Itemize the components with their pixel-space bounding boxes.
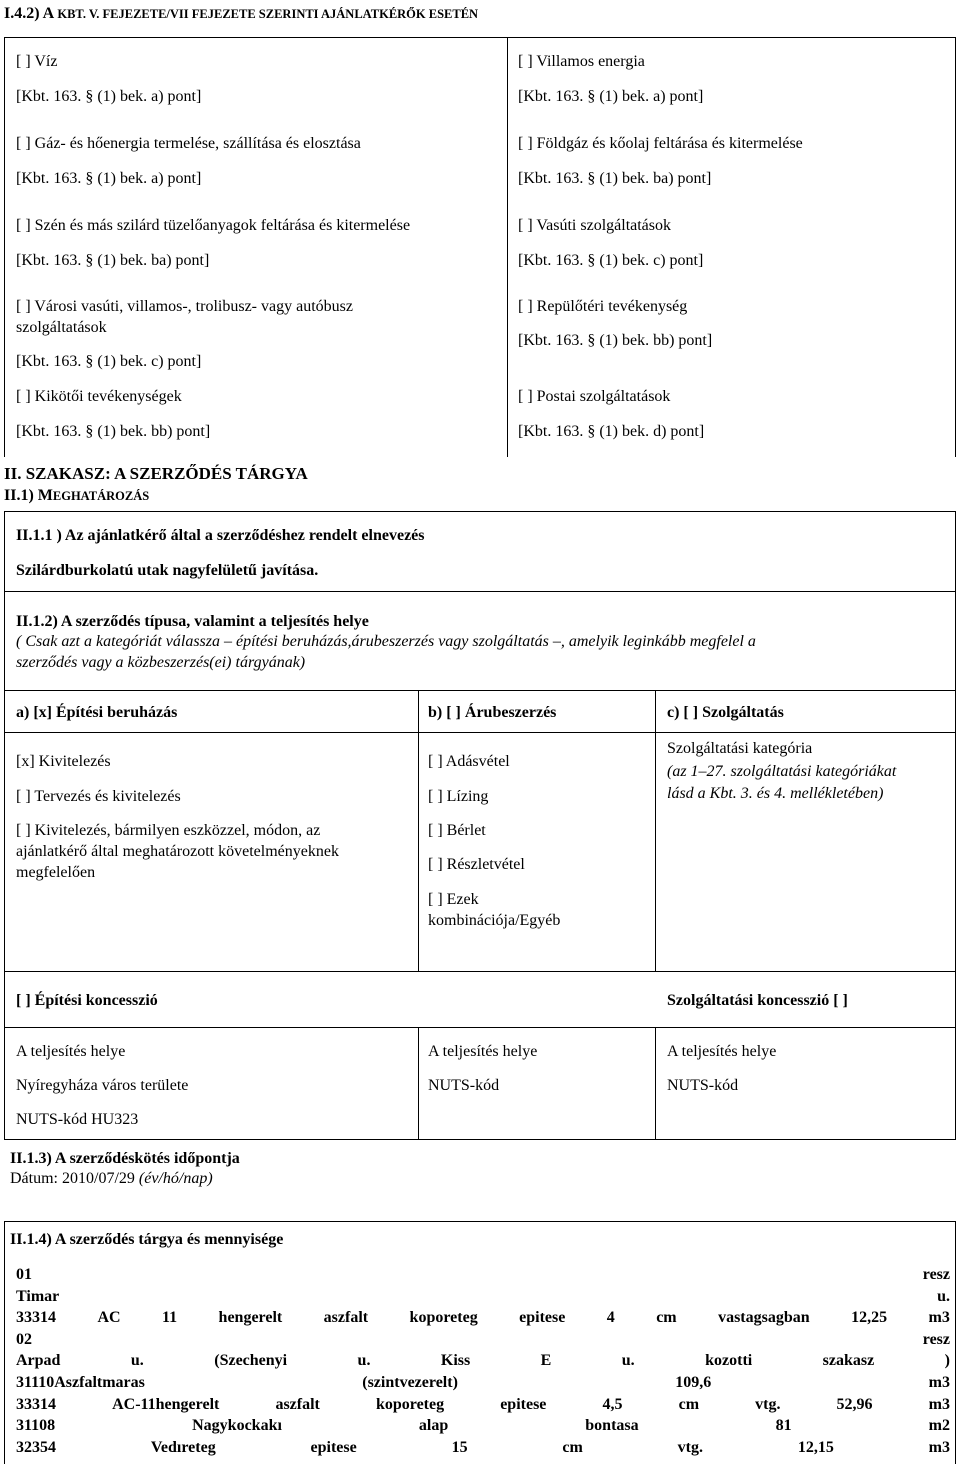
services-category-label: Szolgáltatási kategória [667,740,813,757]
quantity-word: bontasa [585,1417,639,1434]
quantity-word: 31108 [16,1417,56,1434]
sector-natural-gas-label: [ ] Földgáz és kőolaj feltárása és kitermelése [518,135,803,152]
place-col-divider-2 [655,1027,656,1140]
types-col-divider-1 [418,690,419,971]
quantity-word: u. [621,1352,635,1369]
quantity-word: m2 [928,1417,950,1434]
type-works-header: a) [x] Építési beruházás [16,704,178,721]
quantity-word: Nagykockakı [192,1417,282,1434]
types-table-top [4,690,956,691]
place-services-label: A teljesítés helye [667,1043,777,1060]
quantity-word: resz [922,1331,950,1348]
quantity-word: u. [130,1352,144,1369]
quantity-word: AC-11hengerelt [112,1396,220,1413]
quantity-word: 4,5 [602,1396,623,1413]
quantity-line [16,1395,950,1415]
works-option-any-means-2: ajánlatkérő által meghatározott követelményeknek [16,843,339,860]
quantity-word: vtg. [677,1439,703,1456]
section-2-subtitle: II.1) MEGHATÁROZÁS [4,487,150,504]
quantity-word: m3 [928,1396,950,1413]
quantity-word: aszfalt [275,1396,320,1413]
sector-railway-ref: [Kbt. 163. § (1) bek. c) pont] [518,252,704,269]
section-heading: I.4.2) A KBT. V. FEJEZETE/VII FEJEZETE SZERINTI AJÁNLATKÉRŐK ESETÉN [4,5,479,22]
contract-name-label: II.1.1 ) Az ajánlatkérő által a szerződéshez rendelt elnevezés [16,527,425,544]
sector-natural-gas-ref: [Kbt. 163. § (1) bek. ba) pont] [518,170,712,187]
quantity-word: (szintvezerelt) [362,1374,458,1391]
sector-table-divider [507,37,508,457]
quantity-word: 52,96 [836,1396,873,1413]
quantity-line [16,1438,950,1458]
quantity-word: alap [418,1417,449,1434]
works-option-any-means-3: megfelelően [16,864,96,881]
sector-electricity-ref: [Kbt. 163. § (1) bek. a) pont] [518,88,704,105]
place-supply-label: A teljesítés helye [428,1043,538,1060]
works-concession: [ ] Építési koncesszió [16,992,158,1009]
supply-option-hire-purchase: [ ] Részletvétel [428,856,525,873]
quantity-word: 31110Aszfaltmaras [16,1374,145,1391]
quantity-word: kozotti [705,1352,753,1369]
place-col-divider-1 [418,1027,419,1140]
quantity-word: Vedıreteg [150,1439,216,1456]
supply-option-lease: [ ] Lízing [428,788,489,805]
contract-name-value: Szilárdburkolatú utak nagyfelületű javítása. [16,562,319,579]
sector-gas-label: [ ] Gáz- és hőenergia termelése, szállítása és elosztása [16,135,361,152]
quantity-word: 02 [16,1331,32,1348]
type-services-header: c) [ ] Szolgáltatás [667,704,784,721]
section-heading-smallcaps: KBT. V. FEJEZETE/VII FEJEZETE SZERINTI AJÁNLATKÉRŐK ESETÉN [57,7,479,21]
sector-coal-ref: [Kbt. 163. § (1) bek. ba) pont] [16,252,210,269]
sector-water-ref: [Kbt. 163. § (1) bek. a) pont] [16,88,202,105]
supply-option-combination: [ ] Ezek [428,891,479,908]
quantity-word: szakasz [822,1352,875,1369]
sector-urban-transport-label: [ ] Városi vasúti, villamos-, trolibusz- vagy autóbusz [16,298,353,315]
place-supply-nuts: NUTS-kód [428,1077,500,1094]
quantity-word: m3 [928,1374,950,1391]
quantity-word: Kiss [440,1352,471,1369]
services-concession: Szolgáltatási koncesszió [ ] [667,992,848,1009]
sector-airport-ref: [Kbt. 163. § (1) bek. bb) pont] [518,332,713,349]
quantity-word: 12,25 [851,1309,888,1326]
sector-gas-ref: [Kbt. 163. § (1) bek. a) pont] [16,170,202,187]
services-category-note: (az 1–27. szolgáltatási kategóriákat [667,763,897,780]
quantity-word: 12,15 [797,1439,834,1456]
concession-row-bottom [4,1027,956,1028]
quantity-word: E [540,1352,552,1369]
quantity-word: m3 [928,1309,950,1326]
sector-postal-ref: [Kbt. 163. § (1) bek. d) pont] [518,423,705,440]
quantity-word: 33314 [16,1309,56,1326]
quantity-word: u. [357,1352,371,1369]
quantity-word: 4 [606,1309,615,1326]
sector-water-label: [ ] Víz [16,53,58,70]
quantity-word: aszfalt [323,1309,369,1326]
section-2-title: II. SZAKASZ: A SZERZŐDÉS TÁRGYA [4,464,308,483]
contract-date-value: Dátum: 2010/07/29 (év/hó/nap) [10,1170,213,1187]
quantity-word: u. [937,1288,950,1305]
sector-urban-transport-ref: [Kbt. 163. § (1) bek. c) pont] [16,353,202,370]
quantity-word: epitese [310,1439,357,1456]
sector-coal-label: [ ] Szén és más szilárd tüzelőanyagok feltárása és kitermelése [16,217,411,234]
quantity-word: m3 [928,1439,950,1456]
sector-electricity-label: [ ] Villamos energia [518,53,645,70]
quantity-word: 81 [775,1417,792,1434]
quantity-line [16,1330,950,1350]
quantity-line [16,1373,950,1393]
quantity-word: AC [97,1309,121,1326]
type-supply-header: b) [ ] Árubeszerzés [428,704,557,721]
quantity-word: resz [922,1266,950,1283]
quantity-word: 11 [161,1309,178,1326]
quantity-line [16,1308,950,1328]
quantity-word: 109,6 [675,1374,712,1391]
types-table-header-bottom [4,732,956,733]
quantity-word: 33314 [16,1396,56,1413]
services-category-note-2: lásd a Kbt. 3. és 4. mellékletében) [667,785,884,802]
quantity-word: epitese [500,1396,547,1413]
sector-urban-transport-label-cont: szolgáltatások [16,319,107,336]
contract-type-note-2: szerződés vagy a közbeszerzés(ei) tárgyának) [16,654,306,671]
supply-option-combination-2: kombinációja/Egyéb [428,912,561,929]
quantity-word: cm [562,1439,583,1456]
subject-label: II.1.4) A szerződés tárgya és mennyisége [10,1231,284,1248]
quantity-line [16,1265,950,1285]
works-option-design-execution: [ ] Tervezés és kivitelezés [16,788,181,805]
quantity-word: koporeteg [375,1396,445,1413]
quantity-word: Timar [16,1288,60,1305]
quantity-word: 15 [451,1439,468,1456]
types-col-divider-2 [655,690,656,971]
place-works-label: A teljesítés helye [16,1043,126,1060]
supply-option-purchase: [ ] Adásvétel [428,753,510,770]
quantity-word: vtg. [755,1396,781,1413]
quantity-word: 32354 [16,1439,56,1456]
place-works-value: Nyíregyháza város területe [16,1077,189,1094]
quantity-word: cm [678,1396,700,1413]
quantity-word: koporeteg [409,1309,478,1326]
quantity-word: 01 [16,1266,32,1283]
works-option-execution: [x] Kivitelezés [16,753,111,770]
quantity-word: vastagsagban [718,1309,810,1326]
contract-type-note-1: ( Csak azt a kategóriát válassza – építési beruházás,árubeszerzés vagy szolgáltatás –, amelyik leginkább megfelel a [16,633,756,650]
quantity-word: hengerelt [218,1309,283,1326]
quantity-word: Arpad [16,1352,61,1369]
quantity-line [16,1416,950,1436]
sector-railway-label: [ ] Vasúti szolgáltatások [518,217,672,234]
quantity-word: cm [656,1309,677,1326]
quantity-line [16,1351,950,1371]
place-works-nuts: NUTS-kód HU323 [16,1111,139,1128]
quantity-word: (Szechenyi [214,1352,288,1369]
sector-port-ref: [Kbt. 163. § (1) bek. bb) pont] [16,423,211,440]
works-option-any-means: [ ] Kivitelezés, bármilyen eszközzel, módon, az [16,822,321,839]
quantity-word: epitese [519,1309,566,1326]
types-table-body-bottom [4,971,956,972]
sector-port-label: [ ] Kikötői tevékenységek [16,388,182,405]
place-services-nuts: NUTS-kód [667,1077,739,1094]
quantity-word: ) [944,1352,950,1369]
contract-date-label: II.1.3) A szerződéskötés időpontja [10,1150,240,1167]
contract-type-label: II.1.2) A szerződés típusa, valamint a teljesítés helye [16,613,369,630]
quantity-line [16,1287,950,1307]
sector-airport-label: [ ] Repülőtéri tevékenység [518,298,688,315]
sector-postal-label: [ ] Postai szolgáltatások [518,388,671,405]
supply-option-rental: [ ] Bérlet [428,822,486,839]
